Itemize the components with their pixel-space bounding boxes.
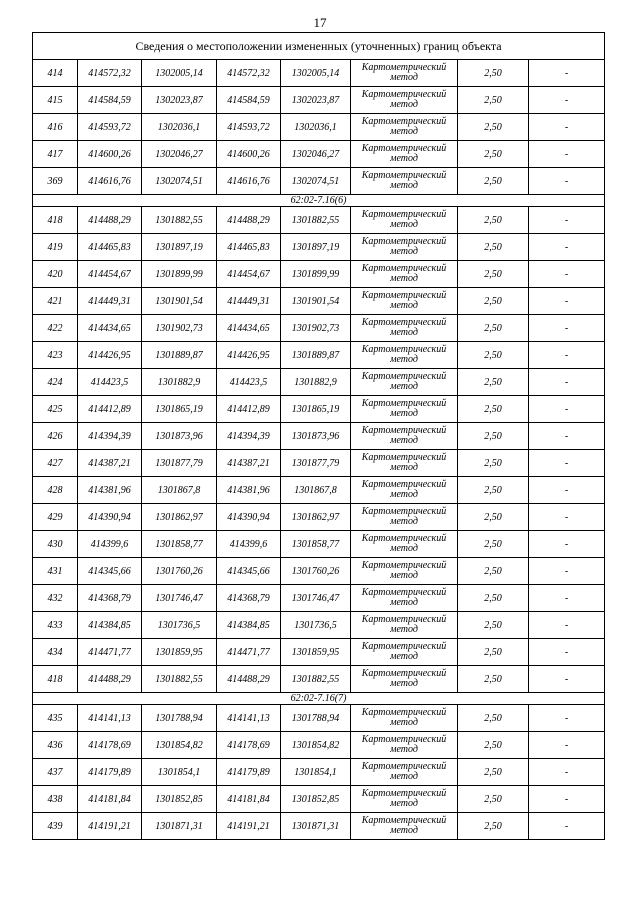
point-number-cell: 419	[33, 234, 78, 261]
existing-y-cell: 1301854,1	[142, 759, 217, 786]
description-cell: -	[529, 423, 605, 450]
table-row	[33, 558, 605, 585]
description-cell: -	[529, 114, 605, 141]
existing-y-cell: 1302023,87	[142, 87, 217, 114]
new-y-cell: 1301882,55	[281, 666, 351, 693]
new-y-cell: 1302005,14	[281, 60, 351, 87]
existing-x-cell: 414191,21	[78, 813, 142, 840]
method-cell: Картометрический метод	[351, 207, 458, 234]
existing-x-cell: 414181,84	[78, 786, 142, 813]
new-x-cell: 414384,85	[217, 612, 281, 639]
existing-y-cell: 1301902,73	[142, 315, 217, 342]
point-number-cell: 438	[33, 786, 78, 813]
point-number-cell: 434	[33, 639, 78, 666]
existing-y-cell: 1301788,94	[142, 705, 217, 732]
new-y-cell: 1302023,87	[281, 87, 351, 114]
method-cell: Картометрический метод	[351, 114, 458, 141]
table-row	[33, 423, 605, 450]
existing-y-cell: 1301854,82	[142, 732, 217, 759]
table-row	[33, 477, 605, 504]
new-y-cell: 1301901,54	[281, 288, 351, 315]
existing-x-cell: 414399,6	[78, 531, 142, 558]
method-cell: Картометрический метод	[351, 759, 458, 786]
existing-x-cell: 414423,5	[78, 369, 142, 396]
existing-x-cell: 414179,89	[78, 759, 142, 786]
section-header-row	[33, 195, 605, 207]
accuracy-cell: 2,50	[458, 732, 529, 759]
accuracy-cell: 2,50	[458, 558, 529, 585]
existing-y-cell: 1301865,19	[142, 396, 217, 423]
existing-y-cell: 1301852,85	[142, 786, 217, 813]
point-number-cell: 425	[33, 396, 78, 423]
point-number-cell: 418	[33, 207, 78, 234]
accuracy-cell: 2,50	[458, 531, 529, 558]
new-y-cell: 1301873,96	[281, 423, 351, 450]
description-cell: -	[529, 531, 605, 558]
existing-y-cell: 1301736,5	[142, 612, 217, 639]
method-cell: Картометрический метод	[351, 531, 458, 558]
accuracy-cell: 2,50	[458, 141, 529, 168]
description-cell: -	[529, 60, 605, 87]
method-cell: Картометрический метод	[351, 396, 458, 423]
existing-x-cell: 414593,72	[78, 114, 142, 141]
method-cell: Картометрический метод	[351, 288, 458, 315]
existing-x-cell: 414141,13	[78, 705, 142, 732]
point-number-cell: 436	[33, 732, 78, 759]
accuracy-cell: 2,50	[458, 639, 529, 666]
existing-y-cell: 1301882,55	[142, 207, 217, 234]
method-cell: Картометрический метод	[351, 732, 458, 759]
table-row	[33, 315, 605, 342]
new-x-cell: 414368,79	[217, 585, 281, 612]
point-number-cell: 430	[33, 531, 78, 558]
existing-x-cell: 414584,59	[78, 87, 142, 114]
description-cell: -	[529, 87, 605, 114]
table-row	[33, 342, 605, 369]
table-row	[33, 531, 605, 558]
existing-y-cell: 1301897,19	[142, 234, 217, 261]
description-cell: -	[529, 759, 605, 786]
table-row	[33, 705, 605, 732]
method-cell: Картометрический метод	[351, 705, 458, 732]
new-y-cell: 1301760,26	[281, 558, 351, 585]
accuracy-cell: 2,50	[458, 585, 529, 612]
point-number-cell: 417	[33, 141, 78, 168]
existing-y-cell: 1301882,55	[142, 666, 217, 693]
new-x-cell: 414572,32	[217, 60, 281, 87]
method-cell: Картометрический метод	[351, 639, 458, 666]
new-x-cell: 414423,5	[217, 369, 281, 396]
existing-y-cell: 1302074,51	[142, 168, 217, 195]
new-x-cell: 414449,31	[217, 288, 281, 315]
accuracy-cell: 2,50	[458, 315, 529, 342]
new-x-cell: 414412,89	[217, 396, 281, 423]
method-cell: Картометрический метод	[351, 558, 458, 585]
accuracy-cell: 2,50	[458, 87, 529, 114]
description-cell: -	[529, 786, 605, 813]
table-row	[33, 504, 605, 531]
existing-x-cell: 414434,65	[78, 315, 142, 342]
new-x-cell: 414600,26	[217, 141, 281, 168]
point-number-cell: 435	[33, 705, 78, 732]
existing-x-cell: 414394,39	[78, 423, 142, 450]
existing-y-cell: 1301889,87	[142, 342, 217, 369]
method-cell: Картометрический метод	[351, 504, 458, 531]
existing-x-cell: 414381,96	[78, 477, 142, 504]
accuracy-cell: 2,50	[458, 396, 529, 423]
new-y-cell: 1301736,5	[281, 612, 351, 639]
new-y-cell: 1301858,77	[281, 531, 351, 558]
new-x-cell: 414345,66	[217, 558, 281, 585]
point-number-cell: 432	[33, 585, 78, 612]
new-y-cell: 1301859,95	[281, 639, 351, 666]
table-row	[33, 732, 605, 759]
boundary-coordinates-table	[32, 32, 605, 840]
existing-x-cell: 414368,79	[78, 585, 142, 612]
point-number-cell: 418	[33, 666, 78, 693]
method-cell: Картометрический метод	[351, 585, 458, 612]
new-x-cell: 414394,39	[217, 423, 281, 450]
new-x-cell: 414390,94	[217, 504, 281, 531]
new-y-cell: 1301854,82	[281, 732, 351, 759]
new-y-cell: 1301746,47	[281, 585, 351, 612]
method-cell: Картометрический метод	[351, 786, 458, 813]
new-x-cell: 414387,21	[217, 450, 281, 477]
table-row	[33, 261, 605, 288]
new-y-cell: 1301877,79	[281, 450, 351, 477]
new-y-cell: 1302074,51	[281, 168, 351, 195]
method-cell: Картометрический метод	[351, 60, 458, 87]
accuracy-cell: 2,50	[458, 207, 529, 234]
method-cell: Картометрический метод	[351, 87, 458, 114]
accuracy-cell: 2,50	[458, 666, 529, 693]
description-cell: -	[529, 369, 605, 396]
point-number-cell: 427	[33, 450, 78, 477]
description-cell: -	[529, 504, 605, 531]
point-number-cell: 421	[33, 288, 78, 315]
accuracy-cell: 2,50	[458, 261, 529, 288]
existing-y-cell: 1302046,27	[142, 141, 217, 168]
table-row	[33, 450, 605, 477]
description-cell: -	[529, 342, 605, 369]
description-cell: -	[529, 168, 605, 195]
accuracy-cell: 2,50	[458, 450, 529, 477]
table-row	[33, 786, 605, 813]
existing-y-cell: 1301901,54	[142, 288, 217, 315]
point-number-cell: 426	[33, 423, 78, 450]
description-cell: -	[529, 450, 605, 477]
new-x-cell: 414141,13	[217, 705, 281, 732]
table-row	[33, 114, 605, 141]
existing-x-cell: 414465,83	[78, 234, 142, 261]
table-row	[33, 168, 605, 195]
existing-x-cell: 414572,32	[78, 60, 142, 87]
existing-y-cell: 1301867,8	[142, 477, 217, 504]
table-row	[33, 207, 605, 234]
accuracy-cell: 2,50	[458, 786, 529, 813]
existing-x-cell: 414426,95	[78, 342, 142, 369]
table-row	[33, 639, 605, 666]
table-row	[33, 87, 605, 114]
description-cell: -	[529, 732, 605, 759]
new-x-cell: 414488,29	[217, 666, 281, 693]
table-row	[33, 666, 605, 693]
new-x-cell: 414399,6	[217, 531, 281, 558]
method-cell: Картометрический метод	[351, 423, 458, 450]
page-number: 17	[313, 15, 327, 30]
new-x-cell: 414179,89	[217, 759, 281, 786]
table-title-row	[33, 33, 605, 60]
new-y-cell: 1301852,85	[281, 786, 351, 813]
existing-x-cell: 414384,85	[78, 612, 142, 639]
new-y-cell: 1301854,1	[281, 759, 351, 786]
existing-x-cell: 414345,66	[78, 558, 142, 585]
description-cell: -	[529, 639, 605, 666]
accuracy-cell: 2,50	[458, 114, 529, 141]
existing-y-cell: 1301859,95	[142, 639, 217, 666]
accuracy-cell: 2,50	[458, 477, 529, 504]
point-number-cell: 369	[33, 168, 78, 195]
accuracy-cell: 2,50	[458, 60, 529, 87]
description-cell: -	[529, 288, 605, 315]
table-row	[33, 585, 605, 612]
method-cell: Картометрический метод	[351, 234, 458, 261]
existing-x-cell: 414616,76	[78, 168, 142, 195]
section-header-row	[33, 693, 605, 705]
new-y-cell: 1302046,27	[281, 141, 351, 168]
point-number-cell: 429	[33, 504, 78, 531]
new-y-cell: 1301862,97	[281, 504, 351, 531]
accuracy-cell: 2,50	[458, 759, 529, 786]
existing-x-cell: 414454,67	[78, 261, 142, 288]
method-cell: Картометрический метод	[351, 168, 458, 195]
method-cell: Картометрический метод	[351, 315, 458, 342]
new-y-cell: 1301882,9	[281, 369, 351, 396]
new-y-cell: 1302036,1	[281, 114, 351, 141]
point-number-cell: 423	[33, 342, 78, 369]
description-cell: -	[529, 315, 605, 342]
table-row	[33, 288, 605, 315]
method-cell: Картометрический метод	[351, 813, 458, 840]
accuracy-cell: 2,50	[458, 369, 529, 396]
description-cell: -	[529, 207, 605, 234]
point-number-cell: 416	[33, 114, 78, 141]
existing-y-cell: 1301871,31	[142, 813, 217, 840]
method-cell: Картометрический метод	[351, 261, 458, 288]
description-cell: -	[529, 234, 605, 261]
new-y-cell: 1301897,19	[281, 234, 351, 261]
new-x-cell: 414434,65	[217, 315, 281, 342]
description-cell: -	[529, 477, 605, 504]
existing-x-cell: 414600,26	[78, 141, 142, 168]
new-y-cell: 1301889,87	[281, 342, 351, 369]
description-cell: -	[529, 585, 605, 612]
point-number-cell: 415	[33, 87, 78, 114]
table-row	[33, 369, 605, 396]
existing-y-cell: 1302005,14	[142, 60, 217, 87]
table-row	[33, 396, 605, 423]
new-x-cell: 414426,95	[217, 342, 281, 369]
existing-y-cell: 1301882,9	[142, 369, 217, 396]
existing-y-cell: 1301746,47	[142, 585, 217, 612]
table-row	[33, 141, 605, 168]
point-number-cell: 437	[33, 759, 78, 786]
existing-x-cell: 414390,94	[78, 504, 142, 531]
table-title: Сведения о местоположении измененных (уточненных) границ объекта	[33, 33, 605, 60]
new-x-cell: 414181,84	[217, 786, 281, 813]
accuracy-cell: 2,50	[458, 705, 529, 732]
accuracy-cell: 2,50	[458, 504, 529, 531]
method-cell: Картометрический метод	[351, 666, 458, 693]
point-number-cell: 420	[33, 261, 78, 288]
new-x-cell: 414381,96	[217, 477, 281, 504]
description-cell: -	[529, 666, 605, 693]
existing-x-cell: 414471,77	[78, 639, 142, 666]
table-row	[33, 612, 605, 639]
existing-x-cell: 414412,89	[78, 396, 142, 423]
existing-y-cell: 1301873,96	[142, 423, 217, 450]
accuracy-cell: 2,50	[458, 813, 529, 840]
new-y-cell: 1301871,31	[281, 813, 351, 840]
accuracy-cell: 2,50	[458, 234, 529, 261]
new-y-cell: 1301865,19	[281, 396, 351, 423]
description-cell: -	[529, 558, 605, 585]
table-row	[33, 60, 605, 87]
new-y-cell: 1301902,73	[281, 315, 351, 342]
point-number-cell: 414	[33, 60, 78, 87]
method-cell: Картометрический метод	[351, 477, 458, 504]
description-cell: -	[529, 396, 605, 423]
description-cell: -	[529, 705, 605, 732]
new-y-cell: 1301867,8	[281, 477, 351, 504]
table-row	[33, 759, 605, 786]
accuracy-cell: 2,50	[458, 168, 529, 195]
new-x-cell: 414616,76	[217, 168, 281, 195]
existing-y-cell: 1301760,26	[142, 558, 217, 585]
description-cell: -	[529, 261, 605, 288]
new-x-cell: 414584,59	[217, 87, 281, 114]
point-number-cell: 422	[33, 315, 78, 342]
accuracy-cell: 2,50	[458, 612, 529, 639]
new-y-cell: 1301788,94	[281, 705, 351, 732]
new-x-cell: 414488,29	[217, 207, 281, 234]
method-cell: Картометрический метод	[351, 342, 458, 369]
point-number-cell: 431	[33, 558, 78, 585]
existing-y-cell: 1301899,99	[142, 261, 217, 288]
accuracy-cell: 2,50	[458, 288, 529, 315]
new-x-cell: 414593,72	[217, 114, 281, 141]
existing-y-cell: 1301858,77	[142, 531, 217, 558]
existing-x-cell: 414178,69	[78, 732, 142, 759]
table-row	[33, 234, 605, 261]
new-x-cell: 414471,77	[217, 639, 281, 666]
new-y-cell: 1301899,99	[281, 261, 351, 288]
point-number-cell: 433	[33, 612, 78, 639]
existing-y-cell: 1301862,97	[142, 504, 217, 531]
point-number-cell: 424	[33, 369, 78, 396]
existing-x-cell: 414449,31	[78, 288, 142, 315]
existing-x-cell: 414488,29	[78, 207, 142, 234]
accuracy-cell: 2,50	[458, 423, 529, 450]
existing-x-cell: 414387,21	[78, 450, 142, 477]
new-x-cell: 414454,67	[217, 261, 281, 288]
description-cell: -	[529, 612, 605, 639]
point-number-cell: 439	[33, 813, 78, 840]
section-label: 62:02-7.16(7)	[33, 693, 605, 705]
new-x-cell: 414178,69	[217, 732, 281, 759]
section-label: 62:02-7.16(6)	[33, 195, 605, 207]
accuracy-cell: 2,50	[458, 342, 529, 369]
existing-y-cell: 1301877,79	[142, 450, 217, 477]
new-y-cell: 1301882,55	[281, 207, 351, 234]
method-cell: Картометрический метод	[351, 141, 458, 168]
table-row	[33, 813, 605, 840]
existing-x-cell: 414488,29	[78, 666, 142, 693]
method-cell: Картометрический метод	[351, 369, 458, 396]
point-number-cell: 428	[33, 477, 78, 504]
method-cell: Картометрический метод	[351, 612, 458, 639]
description-cell: -	[529, 141, 605, 168]
method-cell: Картометрический метод	[351, 450, 458, 477]
description-cell: -	[529, 813, 605, 840]
new-x-cell: 414191,21	[217, 813, 281, 840]
existing-y-cell: 1302036,1	[142, 114, 217, 141]
new-x-cell: 414465,83	[217, 234, 281, 261]
